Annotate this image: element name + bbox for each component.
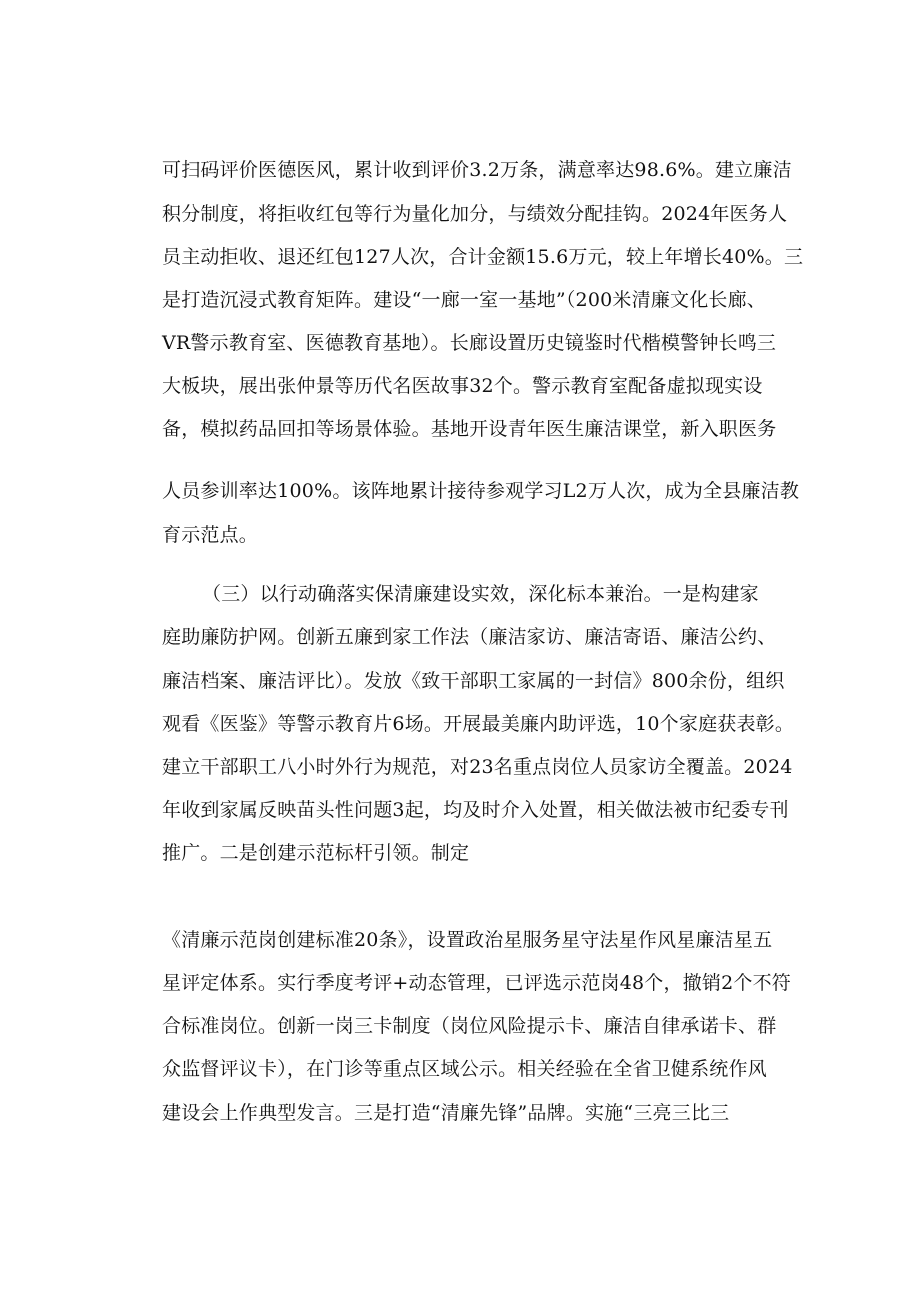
- text-line: 备，模拟药品回扣等场景体验。基地开设青年医生廉洁课堂，新入职医务: [162, 418, 777, 440]
- text-line: 星评定体系。实行季度考评+动态管理，已评选示范岗48个，撤销2个不符: [162, 972, 791, 994]
- text-line: 推广。二是创建示范标杆引领。制定: [162, 842, 470, 864]
- text-line: 建立干部职工八小时外行为规范，对23名重点岗位人员家访全覆盖。2024: [162, 756, 793, 778]
- text-line: 可扫码评价医德医风，累计收到评价3.2万条，满意率达98.6%。建立廉洁: [162, 159, 792, 181]
- text-line: 员主动拒收、退还红包127人次，合计金额15.6万元，较上年增长40%。三: [162, 246, 804, 268]
- text-line: 众监督评议卡），在门诊等重点区域公示。相关经验在全省卫健系统作风: [162, 1058, 767, 1080]
- text-line: 庭助廉防护网。创新五廉到家工作法（廉洁家访、廉洁寄语、廉洁公约、: [162, 626, 777, 648]
- text-line: VR警示教育室、医德教育基地）。长廊设置历史镜鉴时代楷模警钟长鸣三: [162, 332, 777, 354]
- text-line: 大板块，展出张仲景等历代名医故事32个。警示教育室配备虚拟现实设: [162, 375, 763, 397]
- text-line: 年收到家属反映苗头性问题3起，均及时介入处置，相关做法被市纪委专刊: [162, 799, 789, 821]
- text-line: 《清廉示范岗创建标准20条》，设置政治星服务星守法星作风星廉洁星五: [162, 929, 773, 951]
- text-line: 廉洁档案、廉洁评比）。发放《致干部职工家属的一封信》800余份，组织: [162, 670, 785, 692]
- text-line: 合标准岗位。创新一岗三卡制度（岗位风险提示卡、廉洁自律承诺卡、群: [162, 1015, 777, 1037]
- text-line: 是打造沉浸式教育矩阵。建设“一廊一室一基地”（200米清廉文化长廊、: [162, 289, 766, 311]
- text-line: （三）以行动确落实保清廉建设实效，深化标本兼治。一是构建家: [202, 583, 759, 605]
- text-line: 育示范点。: [162, 524, 259, 546]
- text-line: 积分制度，将拒收红包等行为量化加分，与绩效分配挂钩。2024年医务人: [162, 203, 788, 225]
- text-line: 观看《医鉴》等警示教育片6场。开展最美廉内助评选，10个家庭获表彰。: [162, 713, 795, 735]
- text-line: 人员参训率达100%。该阵地累计接待参观学习L2万人次，成为全县廉洁教: [162, 480, 800, 502]
- text-line: 建设会上作典型发言。三是打造“清廉先锋”品牌。实施“三亮三比三: [162, 1102, 730, 1124]
